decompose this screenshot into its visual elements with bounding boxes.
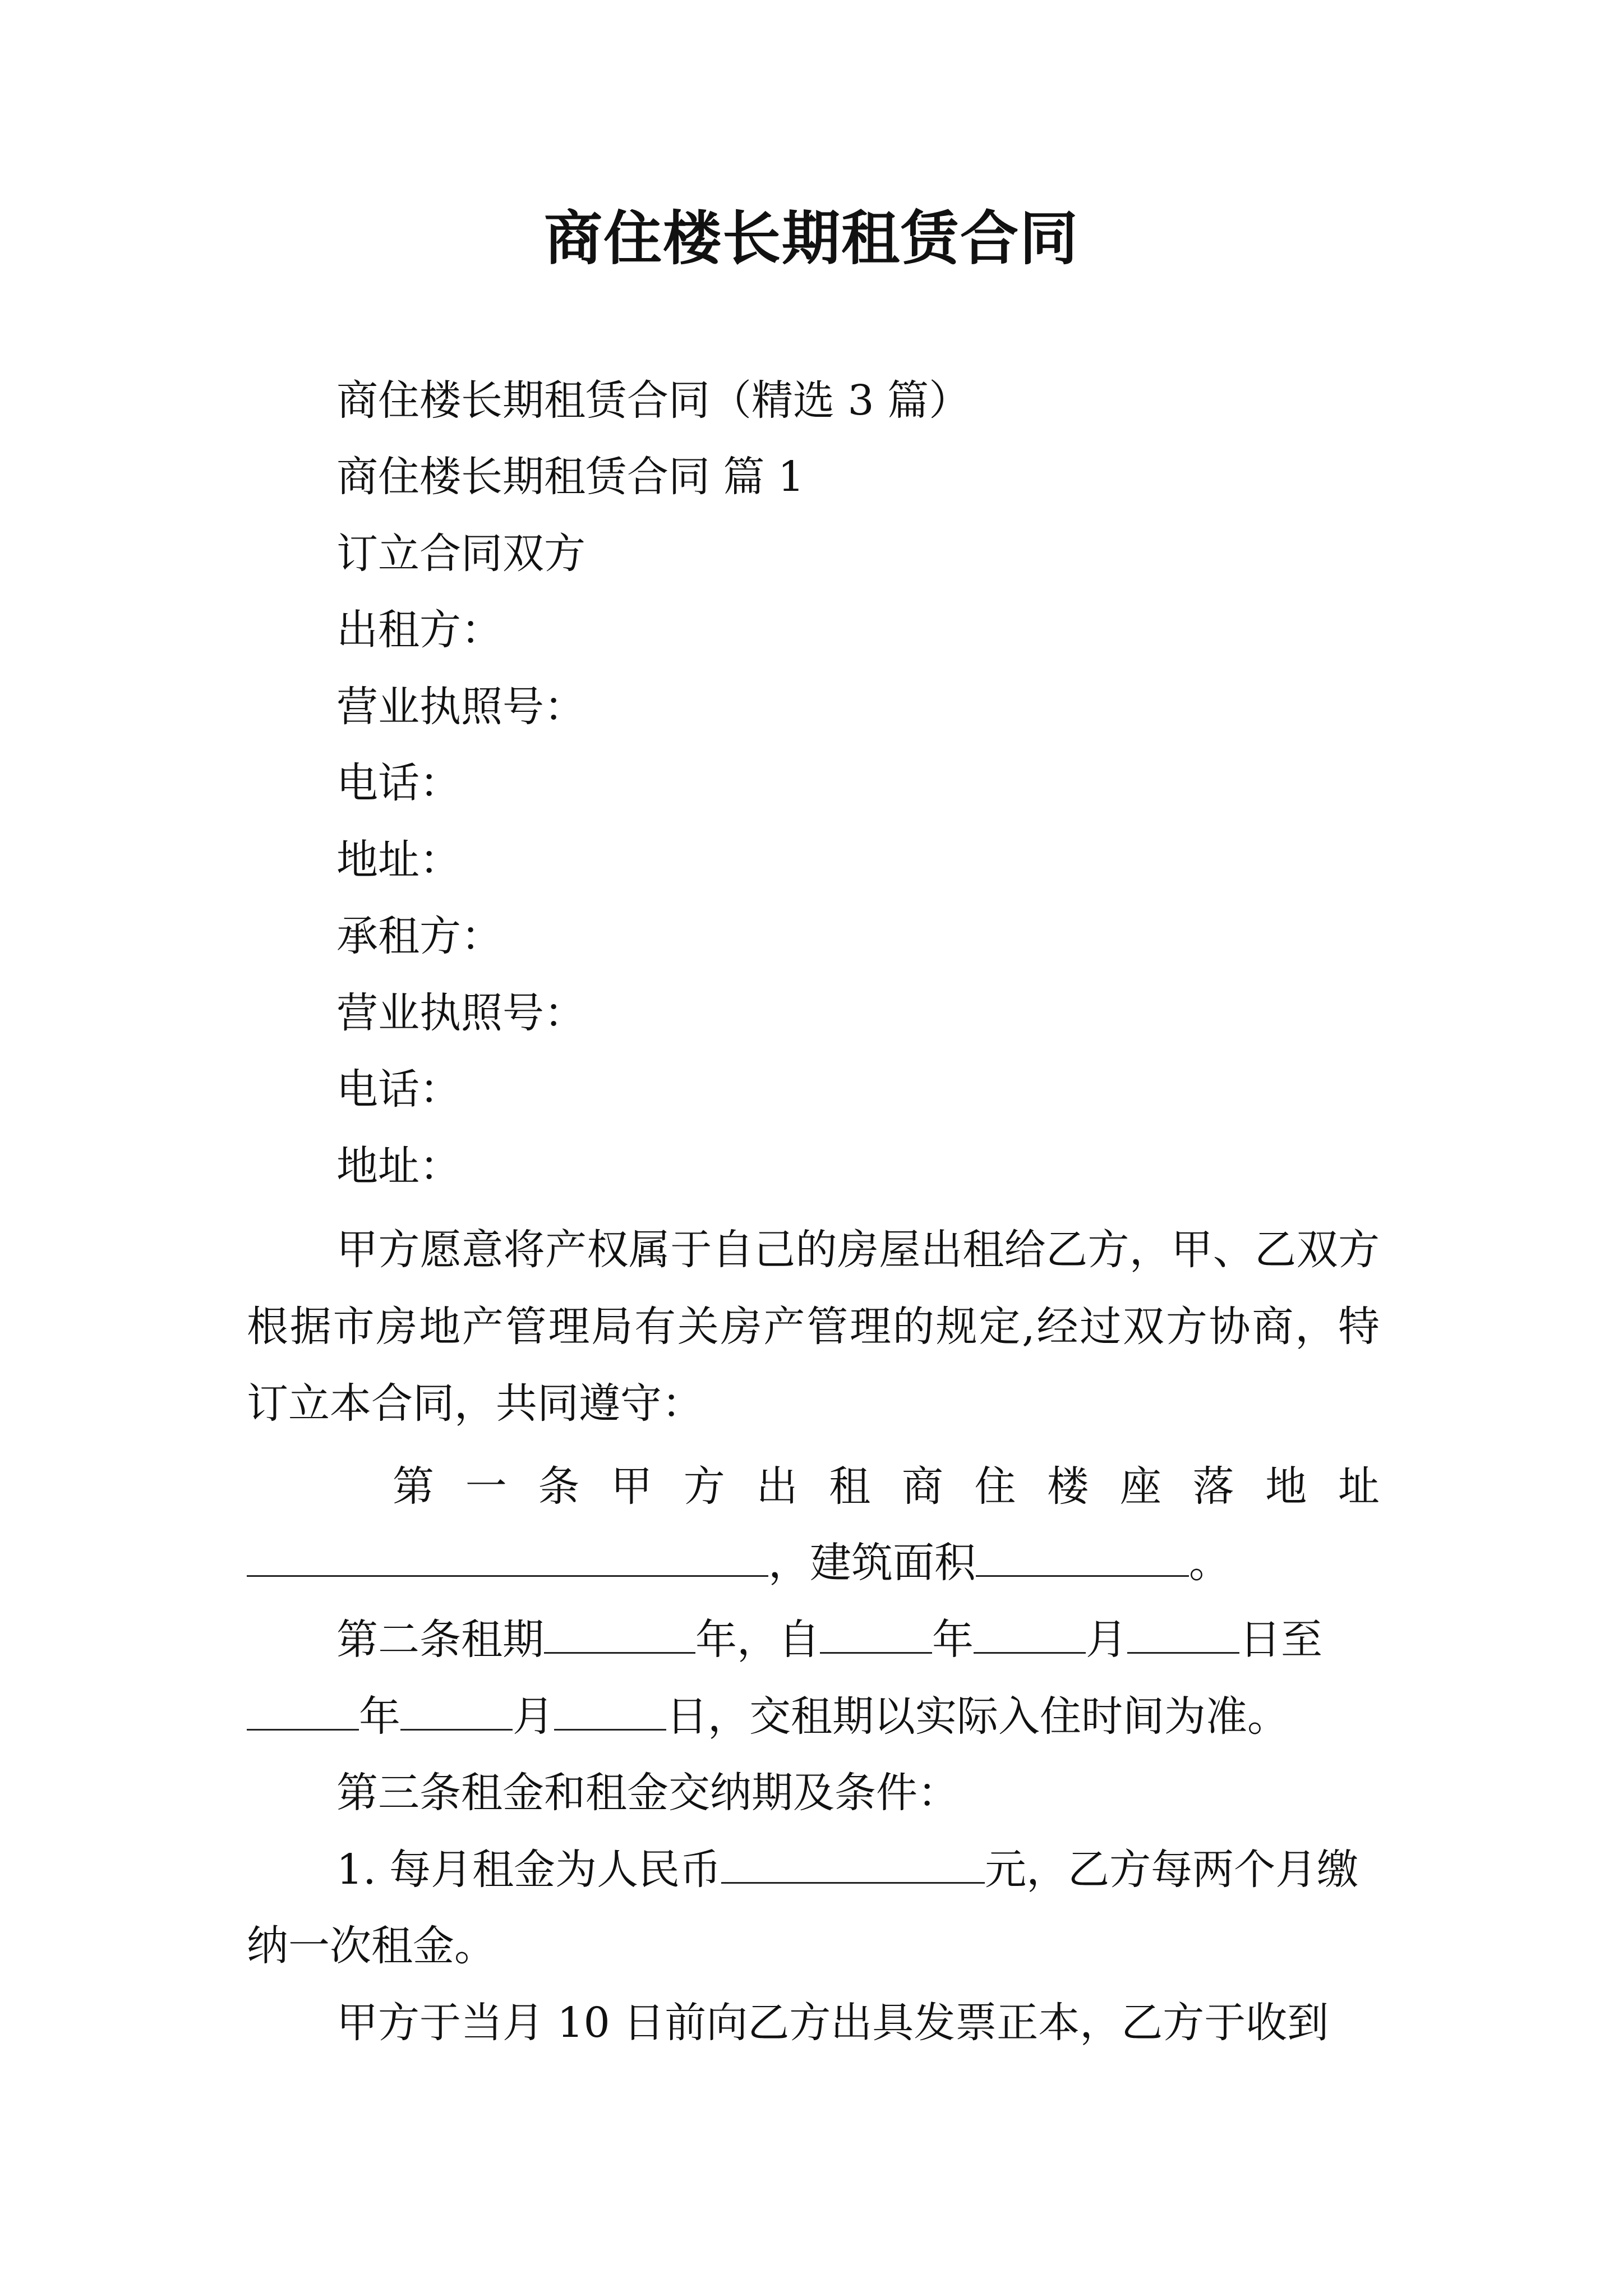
item1-line1 xyxy=(336,1842,1358,1898)
item1-start: 1. 每月租金为人民币 xyxy=(336,1846,722,1894)
end-day-blank[interactable] xyxy=(554,1692,666,1731)
last-paragraph: 甲方于当月 10 日前向乙方出具发票正本，乙方于收到 xyxy=(336,1999,1329,2047)
article1-char: 一 xyxy=(465,1462,507,1511)
document-subtitle: 商住楼长期租赁合同（精选 3 篇） xyxy=(336,376,971,425)
article1-char: 落 xyxy=(1192,1462,1234,1511)
article3-heading: 第三条租金和租金交纳期及条件： xyxy=(336,1769,959,1817)
lessor-phone-label: 电话： xyxy=(336,759,461,807)
article1-char: 商 xyxy=(901,1462,943,1511)
article1-char: 方 xyxy=(683,1462,725,1511)
start-day-blank[interactable] xyxy=(1127,1615,1239,1654)
term-years-blank[interactable] xyxy=(544,1615,695,1654)
lessee-phone-label: 电话： xyxy=(336,1065,461,1114)
section-heading: 商住楼长期租赁合同 篇 1 xyxy=(336,453,805,501)
article1-char: 第 xyxy=(393,1462,434,1511)
article2-year: 年 xyxy=(932,1616,974,1664)
article2-day-to: 日至 xyxy=(1239,1616,1322,1664)
article1-char: 地 xyxy=(1265,1462,1307,1511)
rent-amount-blank[interactable] xyxy=(721,1845,985,1884)
lessee-license-label: 营业执照号： xyxy=(336,989,585,1037)
article1-char: 出 xyxy=(756,1462,798,1511)
lessee-label: 承租方： xyxy=(336,912,502,960)
document-title: 商住楼长期租赁合同 xyxy=(543,204,1079,273)
parties-heading: 订立合同双方 xyxy=(336,530,585,578)
article1-char: 楼 xyxy=(1047,1462,1089,1511)
article1-char: 条 xyxy=(538,1462,580,1511)
article2-start: 第二条租期 xyxy=(336,1616,544,1664)
article1-char: 座 xyxy=(1119,1462,1161,1511)
article1-char: 址 xyxy=(1338,1462,1380,1511)
end-month-blank[interactable] xyxy=(400,1692,513,1731)
article2-year-unit: 年，自 xyxy=(695,1616,820,1664)
article1-char: 甲 xyxy=(611,1462,653,1511)
article1-line xyxy=(393,1458,1380,1515)
article1-char: 住 xyxy=(974,1462,1016,1511)
item1-line2: 纳一次租金。 xyxy=(247,1922,496,1970)
article2-end: 日，交租期以实际入住时间为准。 xyxy=(666,1692,1289,1741)
item1-middle: 元，乙方每两个月缴 xyxy=(985,1846,1359,1894)
article1-char: 租 xyxy=(829,1462,871,1511)
start-month-blank[interactable] xyxy=(974,1615,1086,1654)
start-year-blank[interactable] xyxy=(820,1615,932,1654)
article1-line2 xyxy=(247,1535,1230,1591)
lessor-license-label: 营业执照号： xyxy=(336,683,585,731)
article2-month2: 月 xyxy=(513,1692,554,1741)
address-blank[interactable] xyxy=(247,1538,768,1577)
lessee-address-label: 地址： xyxy=(336,1142,461,1190)
intro-paragraph: 甲方愿意将产权属于自己的房屋出租给乙方，甲、乙双方根据市房地产管理局有关房产管理的规定,经过双方协商，特订立本合同，共同遵守： xyxy=(247,1226,1380,1428)
area-label: ，建筑面积 xyxy=(768,1539,976,1587)
end-year-blank[interactable] xyxy=(247,1692,359,1731)
article2-line1 xyxy=(336,1612,1322,1668)
article2-line2 xyxy=(247,1688,1289,1745)
area-blank[interactable] xyxy=(976,1538,1189,1577)
article1-end: 。 xyxy=(1189,1539,1230,1587)
lessor-address-label: 地址： xyxy=(336,836,461,884)
article2-year2: 年 xyxy=(359,1692,400,1741)
article2-month: 月 xyxy=(1086,1616,1127,1664)
lessor-label: 出租方： xyxy=(336,606,502,654)
